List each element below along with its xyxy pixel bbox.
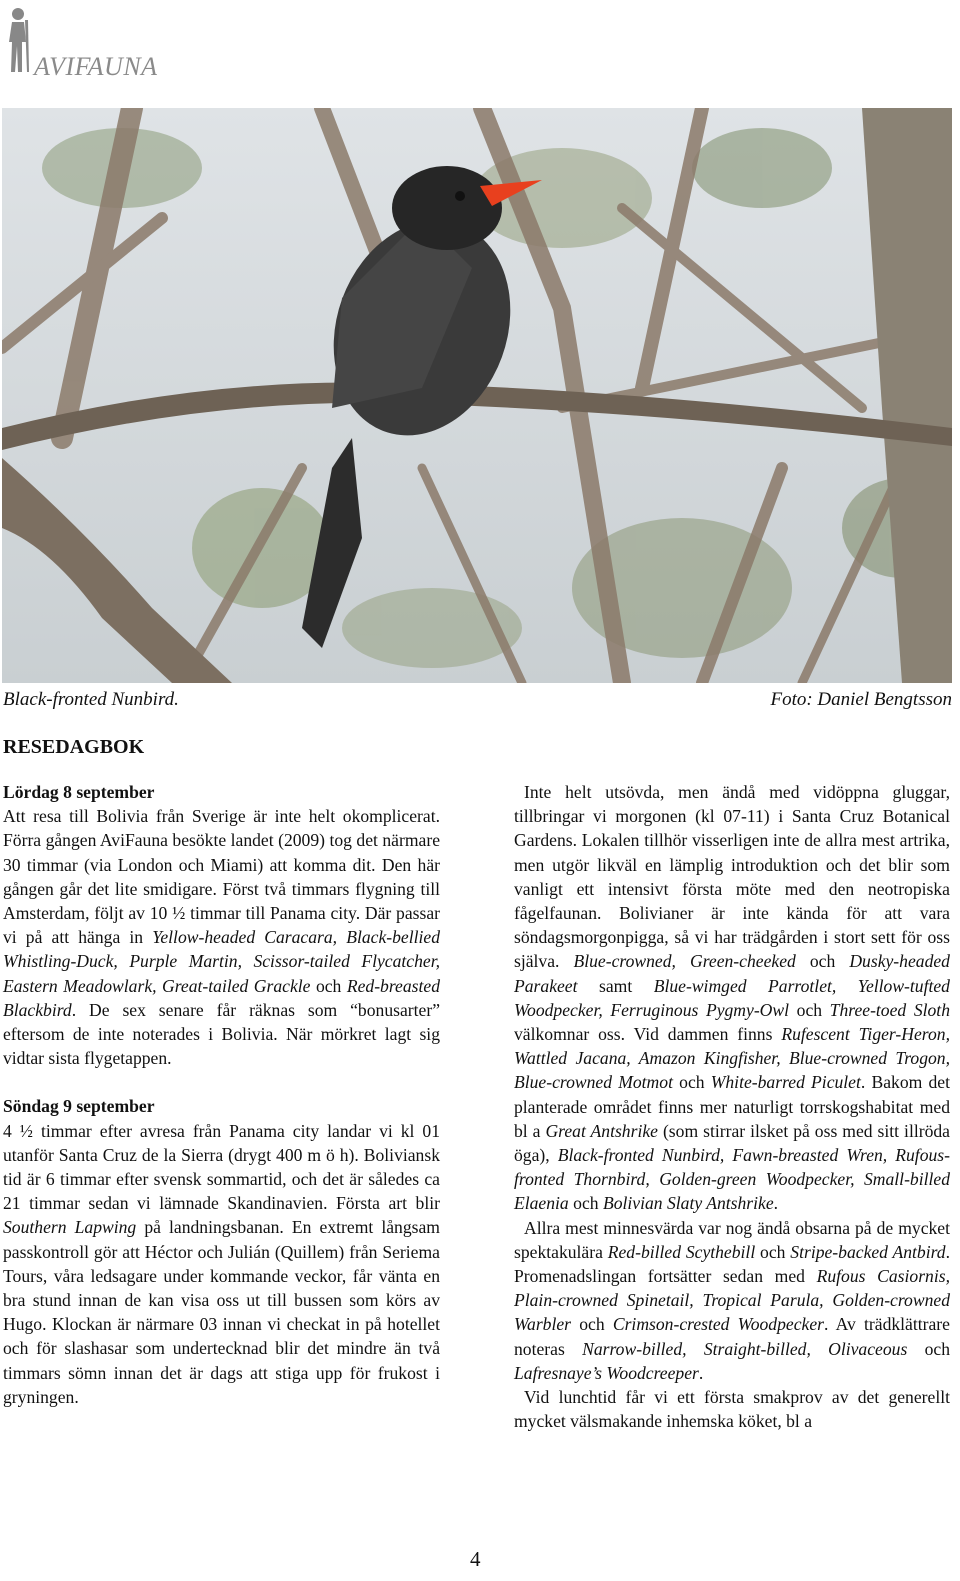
sunday-paragraph: 4 ½ timmar efter avresa från Panama city landar vi kl 01 utanför Santa Cruz de la Sierra (drygt 400 m ö h). Boliviansk tid är 6 timmar efter svensk sommartid, och det är således ca 21 timmar sedan vi lämnade Skandinavien. Första art blir Southern Lapwing på landningsbanan. En extremt långsam passkontroll gör att Héctor och Julián (Quillem) från Seriema Tours, våra ledsagare under kommande veckor, får vänta en bra stund innan de kan visa oss ut till bussen som körs av Hugo. Klockan är närmare 03 innan vi checkat in på hotellet och för slashasar som undertecknad blir det mindre än två timmars sömn innan det är dags att stiga upp för frukost i gryningen. (3, 1120, 440, 1407)
day-title-saturday: Lördag 8 september (3, 782, 155, 802)
garden-paragraph: Inte helt utsövda, men ändå med vidöppna gluggar, tillbringar vi morgonen (kl 07-11) i Santa Cruz Botanical Gardens. Lokalen tillhör visserligen inte de allra mest artrika, men utgör likväl en lämplig introduktion och det blir som vanligt ett intensivt första möte med den neotropiska fågelfaunan. Bolivianer är inte kända för att vara söndagsmorgonpigga, så vi har trädgården i stort sett för oss själva. Blue-crowned, Green-cheeked och Dusky-headed Parakeet samt Blue-wimged Parrotlet, Yellow-tufted Woodpecker, Ferruginous Pygmy-Owl och Three-toed Sloth välkomnar oss. Vid dammen finns Rufescent Tiger-Heron, Wattled Jacana, Amazon Kingfisher, Blue-crowned Trogon, Blue-crowned Motmot och White-barred Piculet. Bakom det planterade området finns mer naturligt torrskogshabitat med bl a Great Antshrike (som stirrar ilsket på oss med sitt illröda öga), Black-fronted Nunbird, Fawn-breasted Wren, Rufous-fronted Thornbird, Golden-green Woodpecker, Small-billed Elaenia och Bolivian Slaty Antshrike. (514, 782, 950, 1214)
logo-text: AVIFAUNA (34, 52, 158, 81)
right-column (514, 780, 950, 1433)
left-column (3, 780, 440, 1409)
page-number: 4 (470, 1547, 481, 1571)
bird-photo (2, 108, 952, 683)
hiker-logo-icon (4, 6, 32, 76)
lunch-paragraph: Vid lunchtid får vi ett första smakprov av det generellt mycket välsmakande inhemska köket, bl a (514, 1387, 950, 1432)
highlights-paragraph: Allra mest minnesvärda var nog ändå obsarna på de mycket spektakulära Red-billed Scythebill och Stripe-backed Antbird. Promenadslingan fortsätter sedan med Rufous Casiornis, Plain-crowned Spinetail, Tropical Parula, Golden-crowned Warbler och Crimson-crested Woodpecker. Av trädklättrare noteras Narrow-billed, Straight-billed, Olivaceous och Lafresnaye’s Woodcreeper. (514, 1217, 950, 1383)
saturday-paragraph: Att resa till Bolivia från Sverige är inte helt okomplicerat. Förra gången AviFauna besökte landet (2009) tog det närmare 30 timmar (via London och Miami) att komma dit. Den här gången går det lite smidigare. Först två timmars flygning till Amsterdam, följt av 10 ½ timmar till Panama city. Där passar vi på att hänga in Yellow-headed Caracara, Black-bellied Whistling-Duck, Purple Martin, Scissor-tailed Flycatcher, Eastern Meadowlark, Great-tailed Grackle och Red-breasted Blackbird. De sex senare får räknas som “bonusarter” eftersom de inte noterades i Bolivia. När mörkret lagt sig vidtar sista flygetappen. (3, 806, 440, 1069)
avifauna-logo (4, 6, 184, 81)
photo-credit: Foto: Daniel Bengtsson (770, 689, 952, 710)
page-heading: RESEDAGBOK (3, 736, 145, 758)
day-title-sunday: Söndag 9 september (3, 1096, 155, 1117)
photo-caption: Black-fronted Nunbird. (3, 689, 179, 710)
